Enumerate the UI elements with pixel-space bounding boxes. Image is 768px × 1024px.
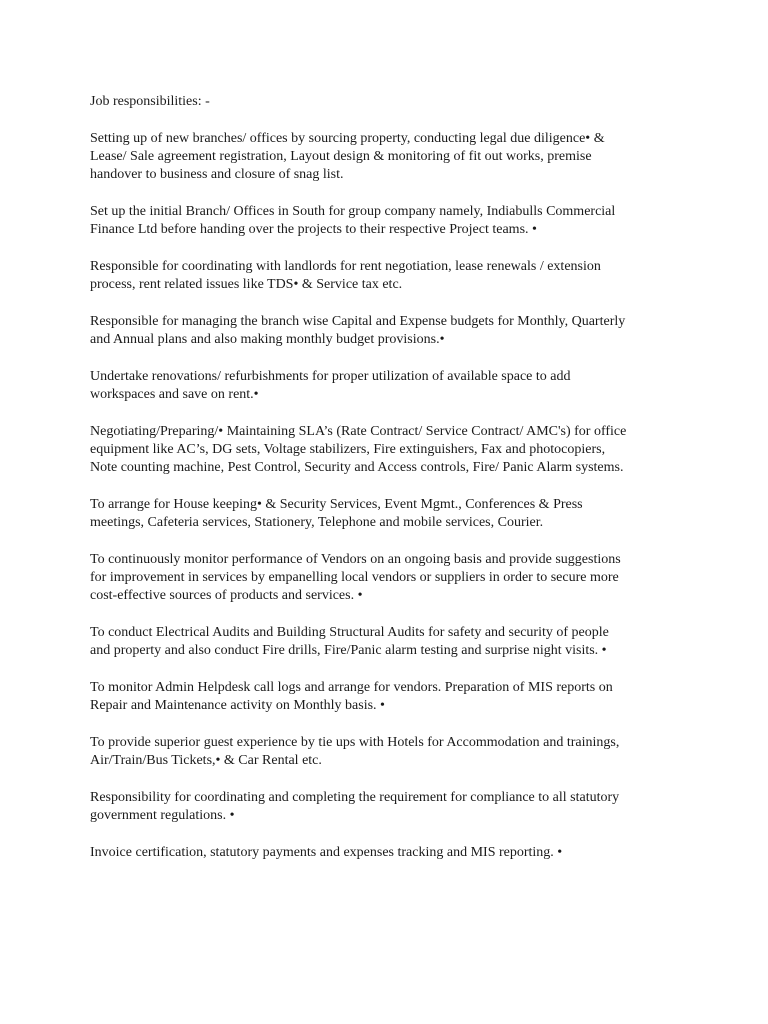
paragraph-line: Invoice certification, statutory payments and expenses tracking and MIS reporting. • [90,845,563,860]
paragraph-line: cost-effective sources of products and services. • [90,588,363,603]
responsibility-item [90,423,690,477]
paragraph-line: and property and also conduct Fire drills, Fire/Panic alarm testing and surprise night visits. • [90,643,607,658]
paragraph-line: Responsible for managing the branch wise Capital and Expense budgets for Monthly, Quarterly [90,314,626,329]
responsibility-item [90,130,690,184]
paragraph-line: Note counting machine, Pest Control, Security and Access controls, Fire/ Panic Alarm systems. [90,460,624,475]
paragraph-line: Negotiating/Preparing/• Maintaining SLA’s (Rate Contract/ Service Contract/ AMC's) for office [90,424,627,439]
responsibility-item [90,789,690,825]
paragraph-line: Repair and Maintenance activity on Monthly basis. • [90,698,385,713]
paragraph-line: equipment like AC’s, DG sets, Voltage stabilizers, Fire extinguishers, Fax and photocopiers, [90,442,606,457]
paragraph-line: To conduct Electrical Audits and Building Structural Audits for safety and security of people [90,625,609,640]
responsibility-item [90,624,690,660]
paragraph-line: and Annual plans and also making monthly budget provisions.• [90,332,445,347]
paragraph-line: Undertake renovations/ refurbishments for proper utilization of available space to add [90,369,571,384]
responsibility-item [90,258,690,294]
paragraph-line: government regulations. • [90,808,235,823]
paragraph-line: Lease/ Sale agreement registration, Layout design & monitoring of fit out works, premise [90,149,592,164]
paragraph-line: process, rent related issues like TDS• & Service tax etc. [90,277,403,292]
responsibility-item [90,551,690,605]
responsibility-item [90,496,690,532]
document-body [90,93,690,881]
responsibility-item [90,679,690,715]
paragraph-line: Setting up of new branches/ offices by sourcing property, conducting legal due diligence• & [90,131,605,146]
paragraph-line: Finance Ltd before handing over the projects to their respective Project teams. • [90,222,537,237]
responsibility-item [90,203,690,239]
section-heading: Job responsibilities: - [90,94,210,109]
paragraph-line: Set up the initial Branch/ Offices in South for group company namely, Indiabulls Commercial [90,204,616,219]
responsibility-item [90,734,690,770]
responsibility-item [90,313,690,349]
responsibility-item [90,368,690,404]
responsibility-item [90,844,690,862]
paragraph-line: Responsibility for coordinating and completing the requirement for compliance to all statutory [90,790,620,805]
paragraph-line: Air/Train/Bus Tickets,• & Car Rental etc. [90,753,322,768]
paragraph-line: meetings, Cafeteria services, Stationery, Telephone and mobile services, Courier. [90,515,544,530]
paragraph-line: To monitor Admin Helpdesk call logs and arrange for vendors. Preparation of MIS reports on [90,680,613,695]
paragraph-line: for improvement in services by empanelling local vendors or suppliers in order to secure more [90,570,619,585]
paragraph-line: To arrange for House keeping• & Security Services, Event Mgmt., Conferences & Press [90,497,583,512]
paragraph-line: handover to business and closure of snag list. [90,167,344,182]
paragraph-line: To provide superior guest experience by tie ups with Hotels for Accommodation and trainings, [90,735,620,750]
paragraph-line: To continuously monitor performance of Vendors on an ongoing basis and provide suggestions [90,552,621,567]
paragraph-line: Responsible for coordinating with landlords for rent negotiation, lease renewals / extension [90,259,601,274]
paragraph-line: workspaces and save on rent.• [90,387,259,402]
